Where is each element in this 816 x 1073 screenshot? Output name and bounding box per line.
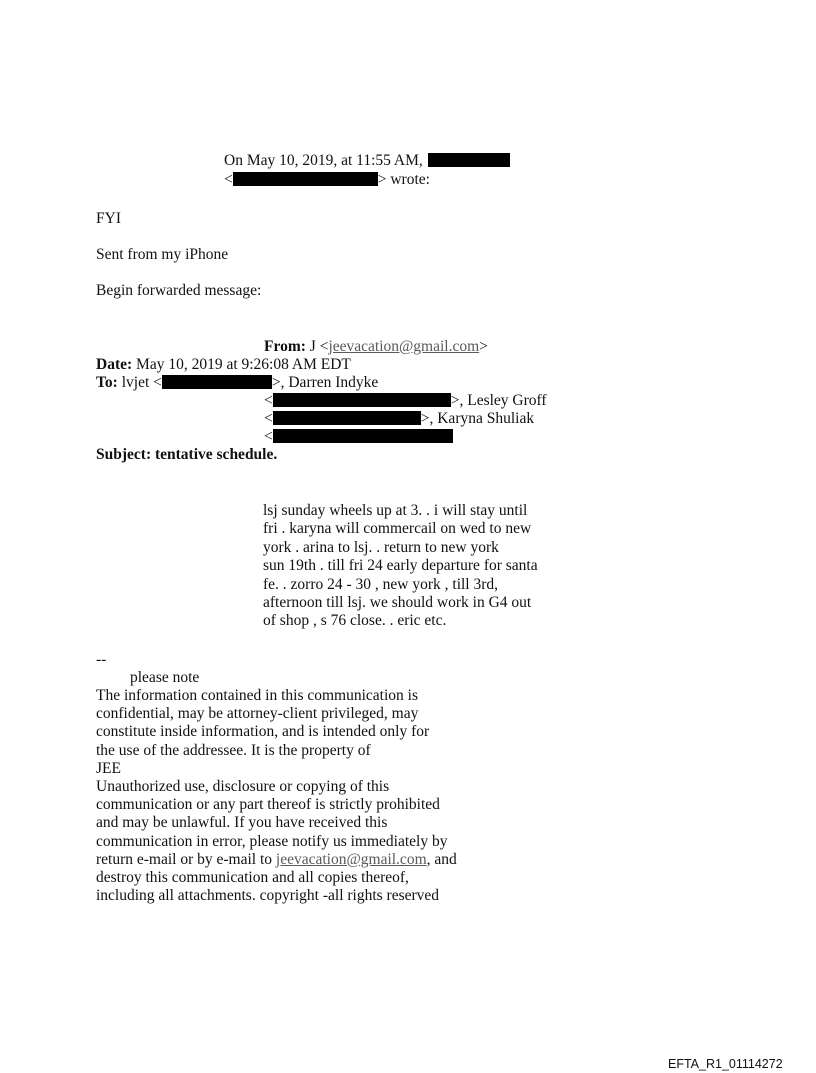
reply-header-line1	[224, 152, 510, 170]
from-label: From:	[264, 338, 306, 355]
message-line: sun 19th . till fri 24 early departure for santa	[263, 557, 538, 575]
to-line-4	[264, 428, 453, 446]
disclaimer-line: confidential, may be attorney-client privileged, may	[96, 705, 419, 723]
to-line-2	[264, 392, 547, 410]
from-line	[264, 338, 488, 356]
disclaimer-line: Unauthorized use, disclosure or copying of this	[96, 778, 390, 796]
reply-header-line2	[224, 171, 430, 189]
to-after-first: >, Darren Indyke	[271, 374, 379, 391]
from-email-link[interactable]: jeevacation@gmail.com	[328, 338, 480, 355]
to-line-3	[264, 410, 534, 428]
disclaimer-line: and may be unlawful. If you have received this	[96, 814, 388, 832]
angle-open: <	[264, 428, 273, 445]
disclaimer-line: communication or any part thereof is strictly prohibited	[96, 796, 440, 814]
subject-text: Subject: tentative schedule.	[96, 446, 278, 463]
disclaimer-email-link[interactable]: jeevacation@gmail.com	[275, 850, 427, 868]
date-line	[96, 356, 351, 374]
reply-header-prefix: On May 10, 2019, at 11:55 AM,	[224, 152, 423, 169]
redaction-box	[273, 411, 421, 425]
to-line2-suffix: >, Lesley Groff	[450, 392, 547, 409]
message-line: lsj sunday wheels up at 3. . i will stay until	[263, 502, 528, 519]
signature-separator: --	[96, 651, 107, 668]
email-line-suffix: , and	[426, 850, 457, 868]
disclaimer-line: The information contained in this communication is	[96, 687, 418, 704]
message-line: of shop , s 76 close. . eric etc.	[263, 612, 447, 630]
date-value: May 10, 2019 at 9:26:08 AM EDT	[136, 356, 351, 373]
redaction-box	[233, 172, 378, 186]
subject-line	[96, 446, 277, 464]
redaction-box	[162, 375, 272, 389]
disclaimer-line: including all attachments. copyright -all rights reserved	[96, 887, 440, 905]
message-line: york . arina to lsj. . return to new york	[263, 538, 499, 556]
from-close: >	[479, 338, 488, 355]
angle-open: <	[224, 171, 233, 188]
fyi-text: FYI	[96, 210, 121, 227]
to-label: To:	[96, 374, 118, 391]
sent-from-signature: Sent from my iPhone	[96, 246, 229, 263]
disclaimer-line: JEE	[96, 759, 121, 777]
date-label: Date:	[96, 356, 133, 373]
disclaimer-block	[96, 687, 516, 905]
message-body	[263, 502, 563, 631]
to-line	[96, 374, 378, 392]
disclaimer-email-line	[96, 851, 516, 869]
disclaimer-line: destroy this communication and all copies thereof,	[96, 869, 409, 887]
message-line: fri . karyna will commercail on wed to new	[263, 520, 532, 538]
angle-open: <	[264, 392, 273, 409]
redaction-box	[273, 429, 453, 443]
please-note: please note	[130, 669, 200, 686]
redaction-box	[273, 393, 451, 407]
from-name: J <	[309, 338, 329, 355]
angle-open: <	[264, 410, 273, 427]
begin-forwarded-message: Begin forwarded message:	[96, 282, 262, 299]
to-line3-suffix: >, Karyna Shuliak	[420, 410, 535, 427]
disclaimer-line: communication in error, please notify us immediately by	[96, 832, 448, 850]
email-line-prefix: return e-mail or by e-mail to	[96, 850, 276, 868]
message-line: afternoon till lsj. we should work in G4 out	[263, 594, 532, 612]
wrote-text: > wrote:	[377, 171, 430, 188]
message-line: fe. . zorro 24 - 30 , new york , till 3rd,	[263, 575, 499, 593]
document-id: EFTA_R1_01114272	[668, 1057, 783, 1071]
disclaimer-line: the use of the addressee. It is the property of	[96, 741, 371, 759]
to-first: lvjet <	[121, 374, 162, 391]
disclaimer-line: constitute inside information, and is intended only for	[96, 723, 430, 741]
redaction-box	[428, 153, 510, 167]
